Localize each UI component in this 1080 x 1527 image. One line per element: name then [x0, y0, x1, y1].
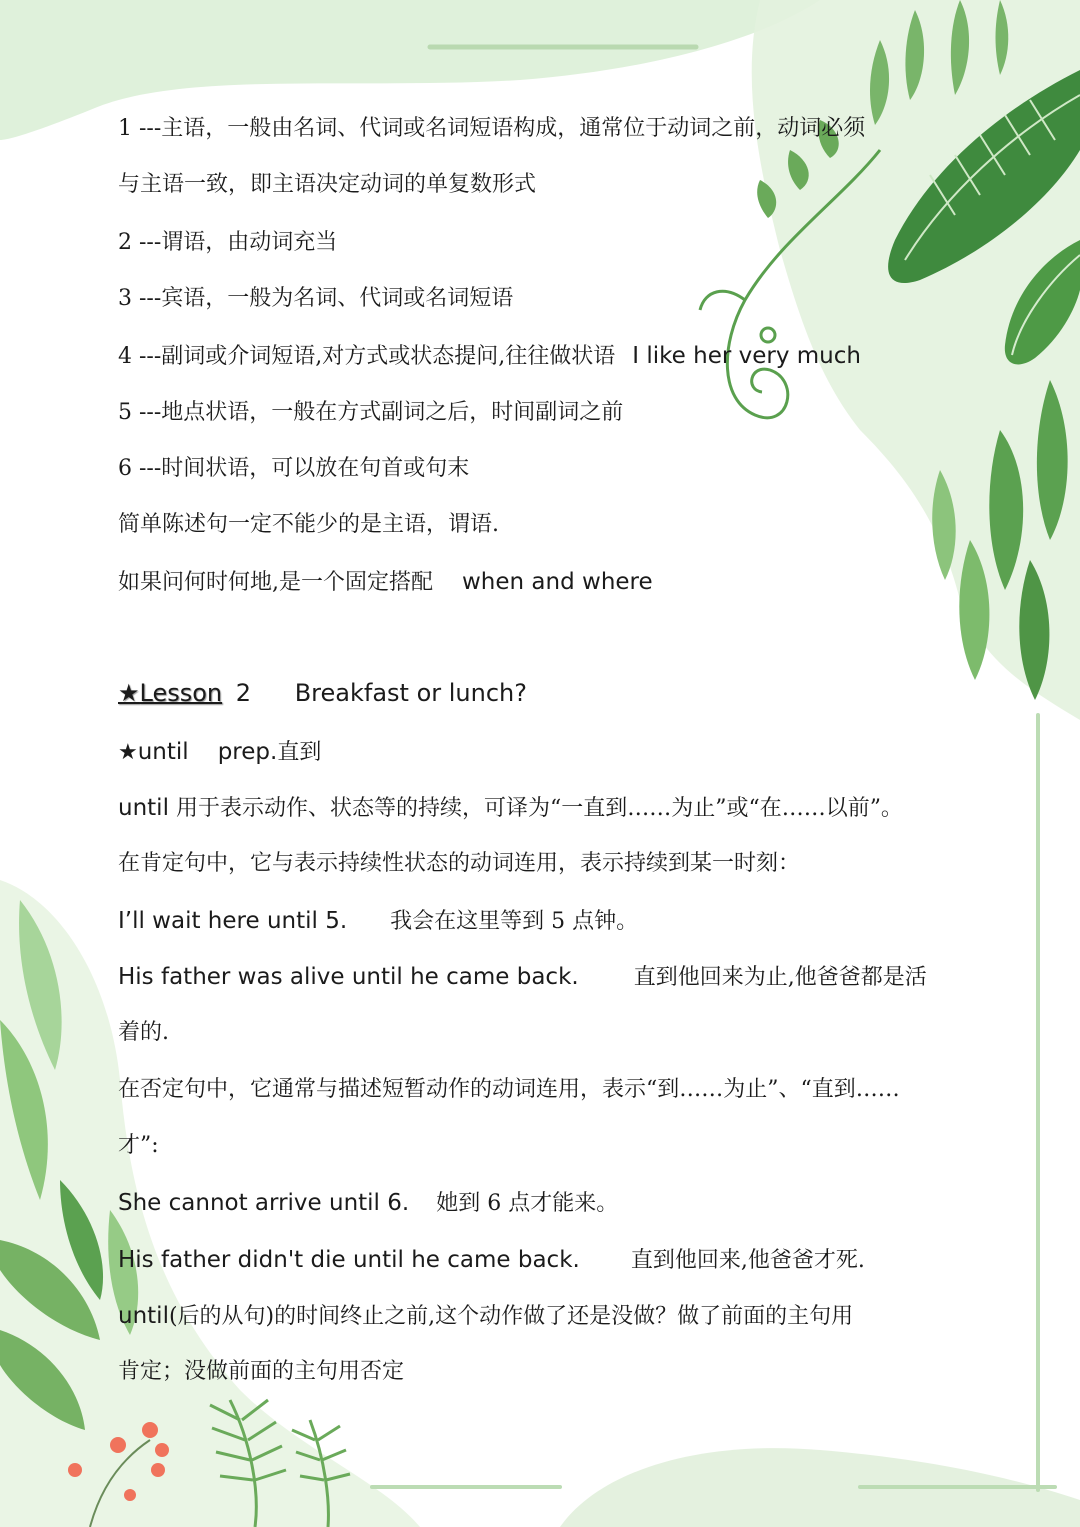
example-4-en: His father didn't die until he came back. — [118, 1247, 580, 1273]
lesson-number: 2 — [235, 679, 252, 707]
note-line-1b: 与主语一致，即主语决定动词的单复数形式 — [118, 172, 537, 197]
example-1-en: I’ll wait here until 5. — [118, 908, 348, 934]
example-2-zh-a: 直到他回来为止,他爸爸都是活 — [633, 965, 927, 990]
summary-b: 肯定；没做前面的主句用否定 — [118, 1359, 405, 1384]
summary-a — [118, 1301, 853, 1332]
lesson-title: Breakfast or lunch? — [294, 679, 527, 707]
example-2-en: His father was alive until he came back. — [118, 964, 579, 990]
star-icon: ★ — [118, 740, 138, 765]
note-line-1a: 1 ---主语，一般由名词、代词或名词短语构成，通常位于动词之前，动词必须 — [118, 116, 866, 141]
vocab-meaning: 直到 — [277, 740, 322, 765]
example-4 — [118, 1245, 865, 1276]
vocab-entry — [118, 737, 321, 768]
example-1 — [118, 906, 638, 937]
lesson-heading-label — [118, 679, 222, 707]
affirmative-rule: 在肯定句中，它与表示持续性状态的动词连用，表示持续到某一时刻： — [118, 851, 801, 876]
lesson-word: Lesson — [139, 679, 223, 707]
example-3-en: She cannot arrive until 6. — [118, 1190, 410, 1216]
note-line-5: 5 ---地点状语，一般在方式副词之后，时间副词之前 — [118, 400, 624, 425]
example-2 — [118, 962, 927, 993]
until-intro-word: until — [118, 795, 169, 821]
example-4-zh: 直到他回来,他爸爸才死. — [630, 1248, 865, 1273]
example-3 — [118, 1188, 618, 1219]
note-line-8-text: 如果问何时何地,是一个固定搭配 — [118, 570, 433, 595]
note-line-3: 3 ---宾语，一般为名词、代词或名词短语 — [118, 286, 514, 311]
note-line-8-phrase: when and where — [462, 569, 653, 595]
negative-rule-b: 才”: — [118, 1133, 159, 1158]
until-intro — [118, 793, 903, 824]
note-line-6: 6 ---时间状语，可以放在句首或句末 — [118, 456, 470, 481]
example-2-zh-b: 着的. — [118, 1020, 169, 1045]
negative-rule-a: 在否定句中，它通常与描述短暂动作的动词连用，表示“到……为止”、“直到…… — [118, 1077, 900, 1102]
summary-a-text: (后的从句)的时间终止之前,这个动作做了还是没做？做了前面的主句用 — [168, 1304, 854, 1329]
example-1-zh: 我会在这里等到 5 点钟。 — [390, 909, 639, 934]
vocab-pos: prep. — [217, 739, 278, 765]
vocab-word: until — [137, 739, 189, 765]
note-line-2: 2 ---谓语，由动词充当 — [118, 230, 338, 255]
star-icon: ★ — [118, 679, 140, 707]
summary-word: until — [118, 1303, 169, 1329]
example-3-zh: 她到 6 点才能来。 — [436, 1191, 619, 1216]
note-line-7: 简单陈述句一定不能少的是主语，谓语. — [118, 512, 499, 537]
lesson-heading — [118, 678, 527, 708]
until-intro-text: 用于表示动作、状态等的持续，可译为“一直到……为止”或“在……以前”。 — [168, 796, 903, 821]
note-line-8 — [118, 567, 653, 598]
note-line-4-example: I like her very much — [632, 343, 861, 369]
note-line-4-text: 4 ---副词或介词短语,对方式或状态提问,往往做状语 — [118, 344, 616, 369]
note-line-4 — [118, 341, 861, 372]
